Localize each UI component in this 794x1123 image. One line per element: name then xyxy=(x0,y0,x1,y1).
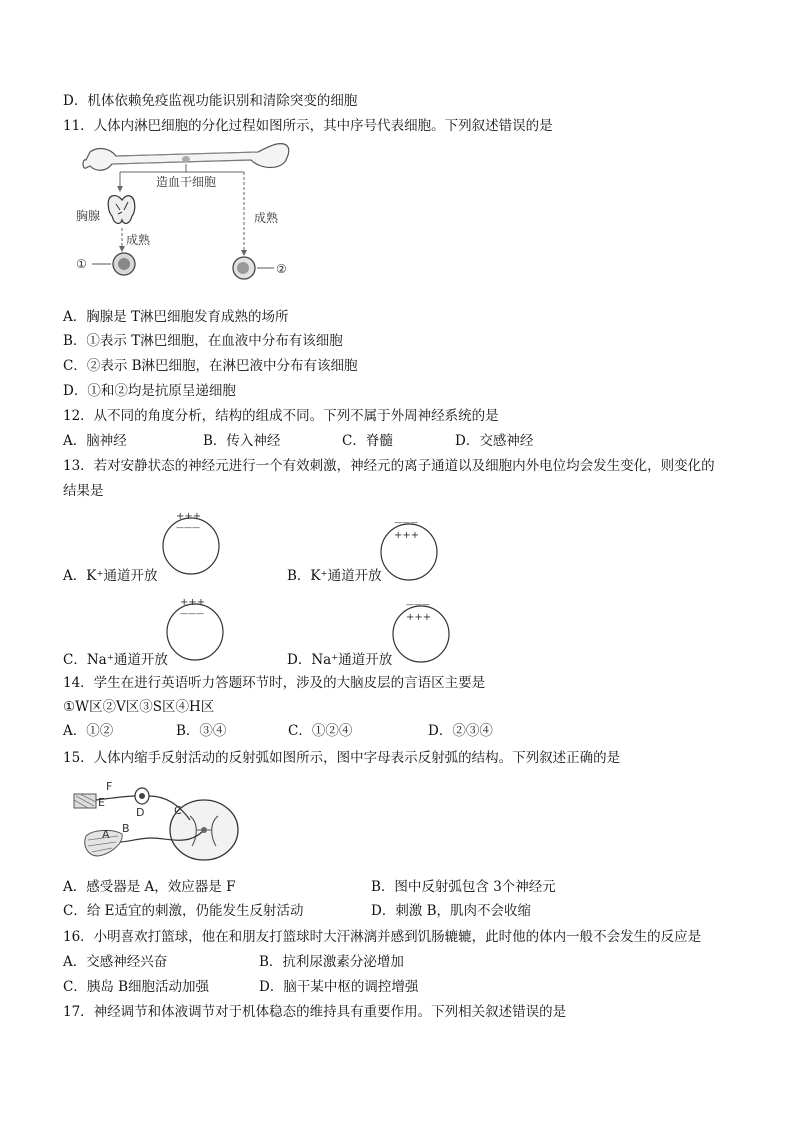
ganglion-icon xyxy=(135,788,149,804)
q14-items: ①W区②V区③S区④H区 xyxy=(63,699,215,715)
q16-option-c: C．胰岛 B细胞活动加强 xyxy=(63,979,210,995)
q14-option-a: A．①② xyxy=(63,723,114,739)
q11-option-d: D．①和②均是抗原呈递细胞 xyxy=(63,383,236,399)
neuron-potential-figure-a xyxy=(160,508,222,580)
q14-option-d: D．②③④ xyxy=(428,723,493,739)
thymus-icon xyxy=(108,196,135,224)
q10-option-d: D．机体依赖免疫监视功能识别和清除突变的细胞 xyxy=(63,93,358,109)
label-d: D xyxy=(136,806,145,819)
outer-charge-label: ——— xyxy=(406,600,430,609)
q17-stem: 17．神经调节和体液调节对于机体稳态的维持具有重要作用。下列相关叙述错误的是 xyxy=(63,1004,567,1020)
q15-option-d: D．刺激 B，肌肉不会收缩 xyxy=(371,903,532,919)
neuron-potential-figure-b xyxy=(378,514,440,586)
q12-option-b: B．传入神经 xyxy=(203,433,281,449)
stem-cell-label: 造血干细胞 xyxy=(156,175,217,189)
q12-option-c: C．脊髓 xyxy=(342,433,393,449)
q16-option-d: D．脑干某中枢的调控增强 xyxy=(259,979,419,995)
q14-option-c: C．①②④ xyxy=(288,723,353,739)
q16-option-b: B．抗利尿激素分泌增加 xyxy=(259,954,404,970)
outer-charge-label: +++ xyxy=(176,511,202,522)
inner-charge-label: ——— xyxy=(180,609,204,618)
q11-option-b: B．①表示 T淋巴细胞，在血液中分布有该细胞 xyxy=(63,333,343,349)
reflex-arc-figure xyxy=(72,776,244,868)
q14-option-b: B．③④ xyxy=(176,723,227,739)
cell-2-label: ② xyxy=(276,262,287,276)
inner-charge-label: ——— xyxy=(176,523,200,532)
q12-stem: 12．从不同的角度分析，结构的组成不同。下列不属于外周神经系统的是 xyxy=(63,408,499,424)
label-b: B xyxy=(122,822,130,835)
label-f: F xyxy=(106,780,113,793)
inner-charge-label: +++ xyxy=(406,612,432,623)
inner-charge-label: +++ xyxy=(394,530,420,541)
q11-option-c: C．②表示 B淋巴细胞，在淋巴液中分布有该细胞 xyxy=(63,358,358,374)
neuron-potential-figure-c xyxy=(164,594,226,666)
label-e: E xyxy=(98,796,105,809)
label-a: A xyxy=(102,828,110,841)
q16-stem: 16．小明喜欢打篮球，他在和朋友打篮球时大汗淋漓并感到饥肠辘辘，此时他的体内一般不会发生的反应是 xyxy=(63,929,702,945)
q13-option-b: B．K⁺通道开放 xyxy=(287,568,382,584)
q14-stem: 14．学生在进行英语听力答题环节时，涉及的大脑皮层的言语区主要是 xyxy=(63,675,486,691)
q12-option-a: A．脑神经 xyxy=(63,433,127,449)
skin-icon xyxy=(74,794,96,808)
q13-stem-line2: 结果是 xyxy=(63,483,104,499)
b-lymphocyte-cell-icon xyxy=(233,257,255,279)
q12-option-d: D．交感神经 xyxy=(455,433,534,449)
q15-option-a: A．感受器是 A，效应器是 F xyxy=(63,879,236,895)
thymus-label: 胸腺 xyxy=(76,209,101,223)
t-lymphocyte-cell-icon xyxy=(113,253,135,275)
q16-option-a: A．交感神经兴奋 xyxy=(63,954,168,970)
q13-option-a: A．K⁺通道开放 xyxy=(63,568,158,584)
label-c: C xyxy=(174,804,182,817)
outer-charge-label: +++ xyxy=(180,597,206,608)
neuron-potential-figure-d xyxy=(390,596,452,668)
q15-stem: 15．人体内缩手反射活动的反射弧如图所示，图中字母表示反射弧的结构。下列叙述正确的是 xyxy=(63,750,621,766)
q11-stem: 11．人体内淋巴细胞的分化过程如图所示，其中序号代表细胞。下列叙述错误的是 xyxy=(63,118,553,134)
outer-charge-label: ——— xyxy=(394,518,418,527)
q11-option-a: A．胸腺是 T淋巴细胞发育成熟的场所 xyxy=(63,309,289,325)
q13-option-c: C．Na⁺通道开放 xyxy=(63,652,168,668)
mature-left-label: 成熟 xyxy=(126,233,151,247)
q15-option-b: B．图中反射弧包含 3个神经元 xyxy=(371,879,556,895)
q13-option-d: D．Na⁺通道开放 xyxy=(287,652,393,668)
mature-right-label: 成熟 xyxy=(254,211,279,225)
lymphocyte-differentiation-figure xyxy=(76,142,298,292)
cell-1-label: ① xyxy=(76,257,87,271)
q15-option-c: C．给 E适宜的刺激，仍能发生反射活动 xyxy=(63,903,304,919)
q13-stem-line1: 13．若对安静状态的神经元进行一个有效刺激，神经元的离子通道以及细胞内外电位均会发生变化，则变化的 xyxy=(63,458,715,474)
